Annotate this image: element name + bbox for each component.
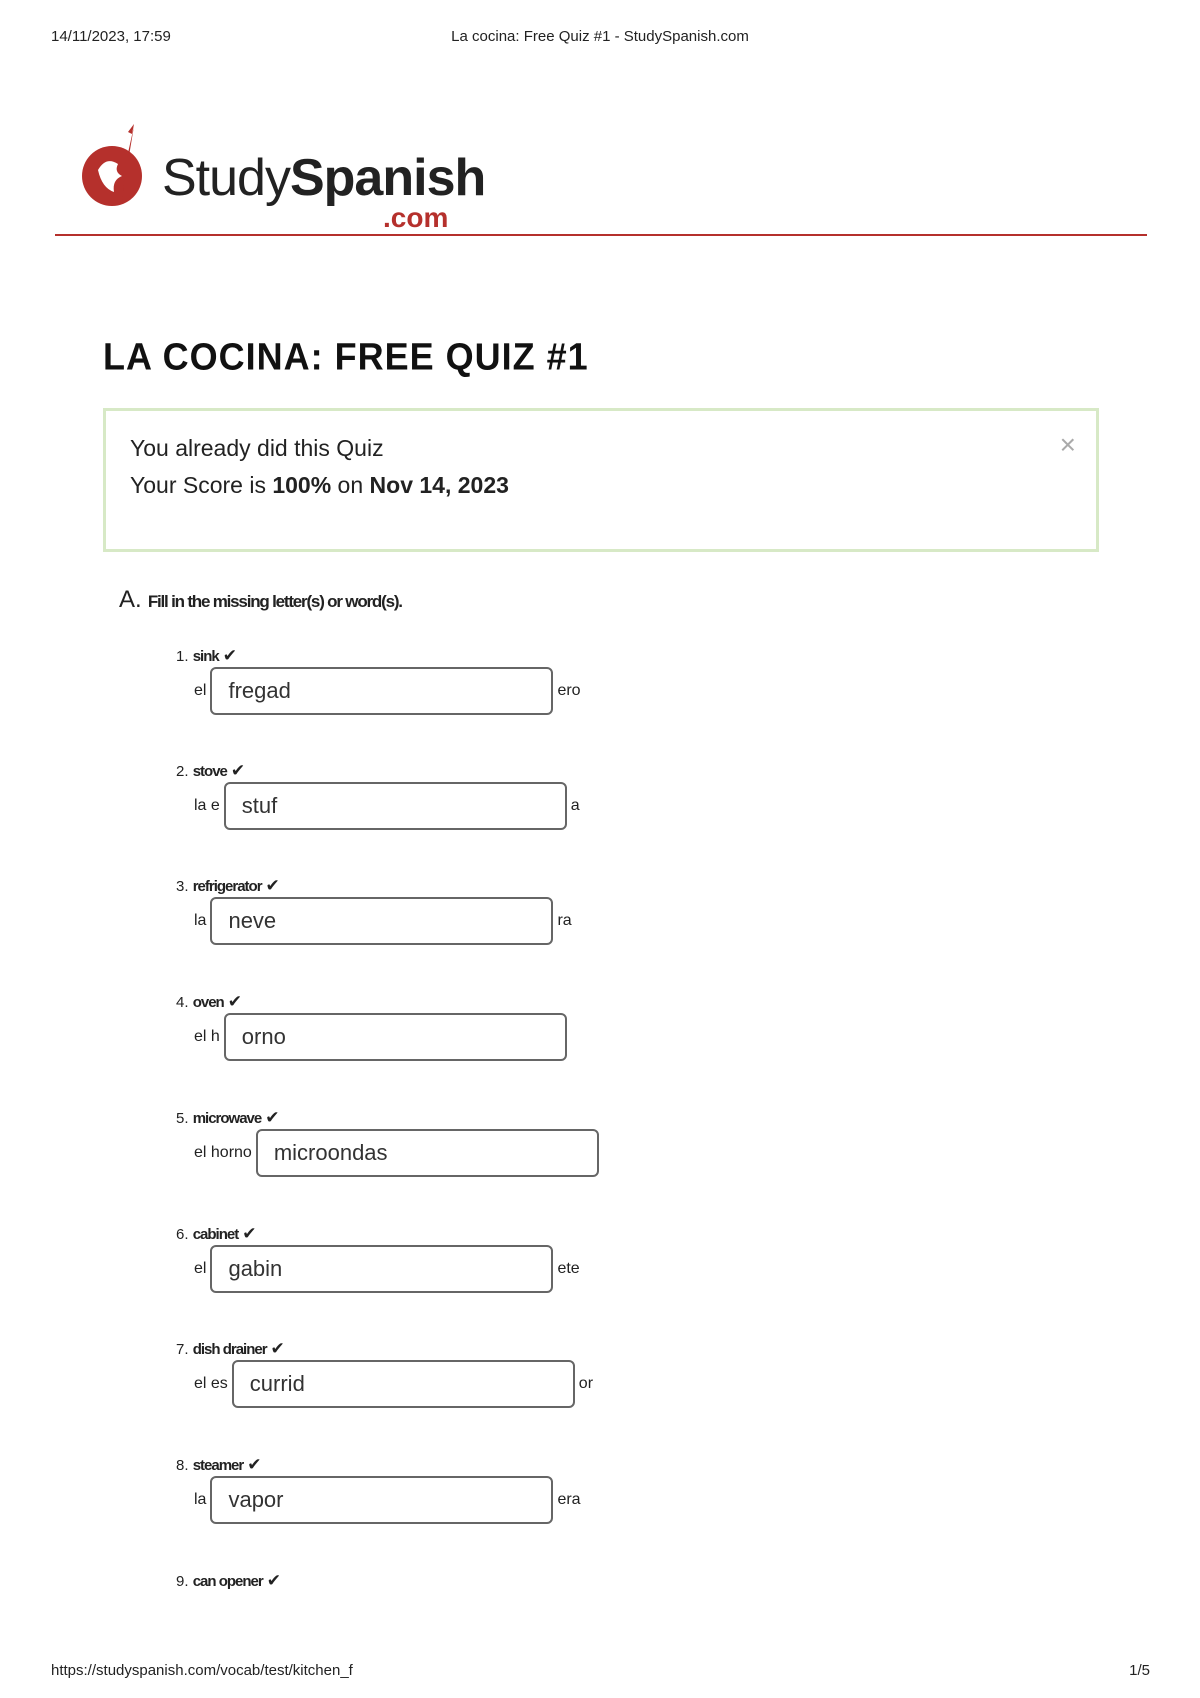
question-english: steamer [192,1457,244,1474]
answer-prefix: el h [194,1028,220,1045]
check-icon: ✔ [222,646,237,665]
answer-input[interactable]: gabin [210,1245,553,1293]
question-item: 8. steamer ✔ la vapor era [176,1455,676,1555]
question-item: 6. cabinet ✔ el gabin ete [176,1224,676,1324]
answer-prefix: el [194,1260,207,1277]
studyspanish-logo[interactable] [78,118,486,236]
print-header [0,28,1200,50]
answer-prefix: la e [194,797,220,814]
answer-prefix: el horno [194,1144,252,1161]
answer-prefix: el [194,682,207,699]
answer-input[interactable]: orno [224,1013,567,1061]
logo-wordmark: StudySpanish [162,149,486,207]
score-date: Nov 14, 2023 [369,472,509,498]
check-icon: ✔ [266,1571,281,1590]
question-item: 2. stove ✔ la e stuf a [176,761,676,861]
question-english: cabinet [192,1226,239,1243]
quiz-completed-alert [103,408,1099,552]
section-instruction: Fill in the missing letter(s) or word(s). [147,592,402,611]
answer-suffix: ete [557,1260,580,1277]
question-item: 3. refrigerator ✔ la neve ra [176,876,676,976]
question-item: 7. dish drainer ✔ el es currid or [176,1339,676,1439]
close-icon[interactable]: × [1059,429,1076,460]
answer-input[interactable]: fregad [210,667,553,715]
print-timestamp: 14/11/2023, 17:59 [51,28,171,45]
answer-suffix: a [570,797,580,814]
question-english: can opener [192,1573,263,1590]
question-item: 5. microwave ✔ el horno microondas [176,1108,676,1208]
check-icon: ✔ [270,1339,285,1358]
print-page-title: La cocina: Free Quiz #1 - StudySpanish.com [451,28,749,45]
check-icon: ✔ [265,876,280,895]
score-value: 100% [272,472,332,498]
print-url: https://studyspanish.com/vocab/test/kitchen_f [51,1662,353,1679]
answer-prefix: el es [194,1375,228,1392]
answer-input[interactable]: neve [210,897,553,945]
question-english: stove [192,763,227,780]
answer-prefix: la [194,912,207,929]
check-icon: ✔ [242,1224,257,1243]
question-item: 4. oven ✔ el h orno [176,992,676,1092]
page-title: LA COCINA: FREE QUIZ #1 [103,334,589,378]
answer-input[interactable]: currid [232,1360,575,1408]
alert-message: You already did this Quiz [130,435,384,461]
answer-input[interactable]: vapor [210,1476,553,1524]
question-english: oven [192,994,224,1011]
answer-input[interactable]: microondas [256,1129,599,1177]
question-english: dish drainer [192,1341,267,1358]
check-icon: ✔ [230,761,246,780]
question-english: microwave [192,1110,262,1127]
check-icon: ✔ [247,1455,262,1474]
logo-dotcom: .com [383,202,449,233]
alert-score-line: Your Score is 100% on Nov 14, 2023 [130,472,509,498]
answer-suffix: ero [557,682,581,699]
check-icon: ✔ [265,1108,280,1127]
print-page-number: 1/5 [1129,1662,1150,1679]
answer-suffix: or [578,1375,594,1392]
answer-suffix: era [557,1491,581,1508]
question-item: 1. sink ✔ el fregad ero [176,646,676,746]
answer-input[interactable]: stuf [224,782,567,830]
question-english: sink [192,648,219,665]
question-item: 9. can opener ✔ [176,1571,281,1590]
section-a-header: A. Fill in the missing letter(s) or word(s). [119,586,402,613]
bull-emblem-icon [78,122,154,218]
answer-suffix: ra [557,912,572,929]
answer-prefix: la [194,1491,207,1508]
question-english: refrigerator [192,878,262,895]
check-icon: ✔ [227,992,242,1011]
header-divider [55,234,1147,236]
